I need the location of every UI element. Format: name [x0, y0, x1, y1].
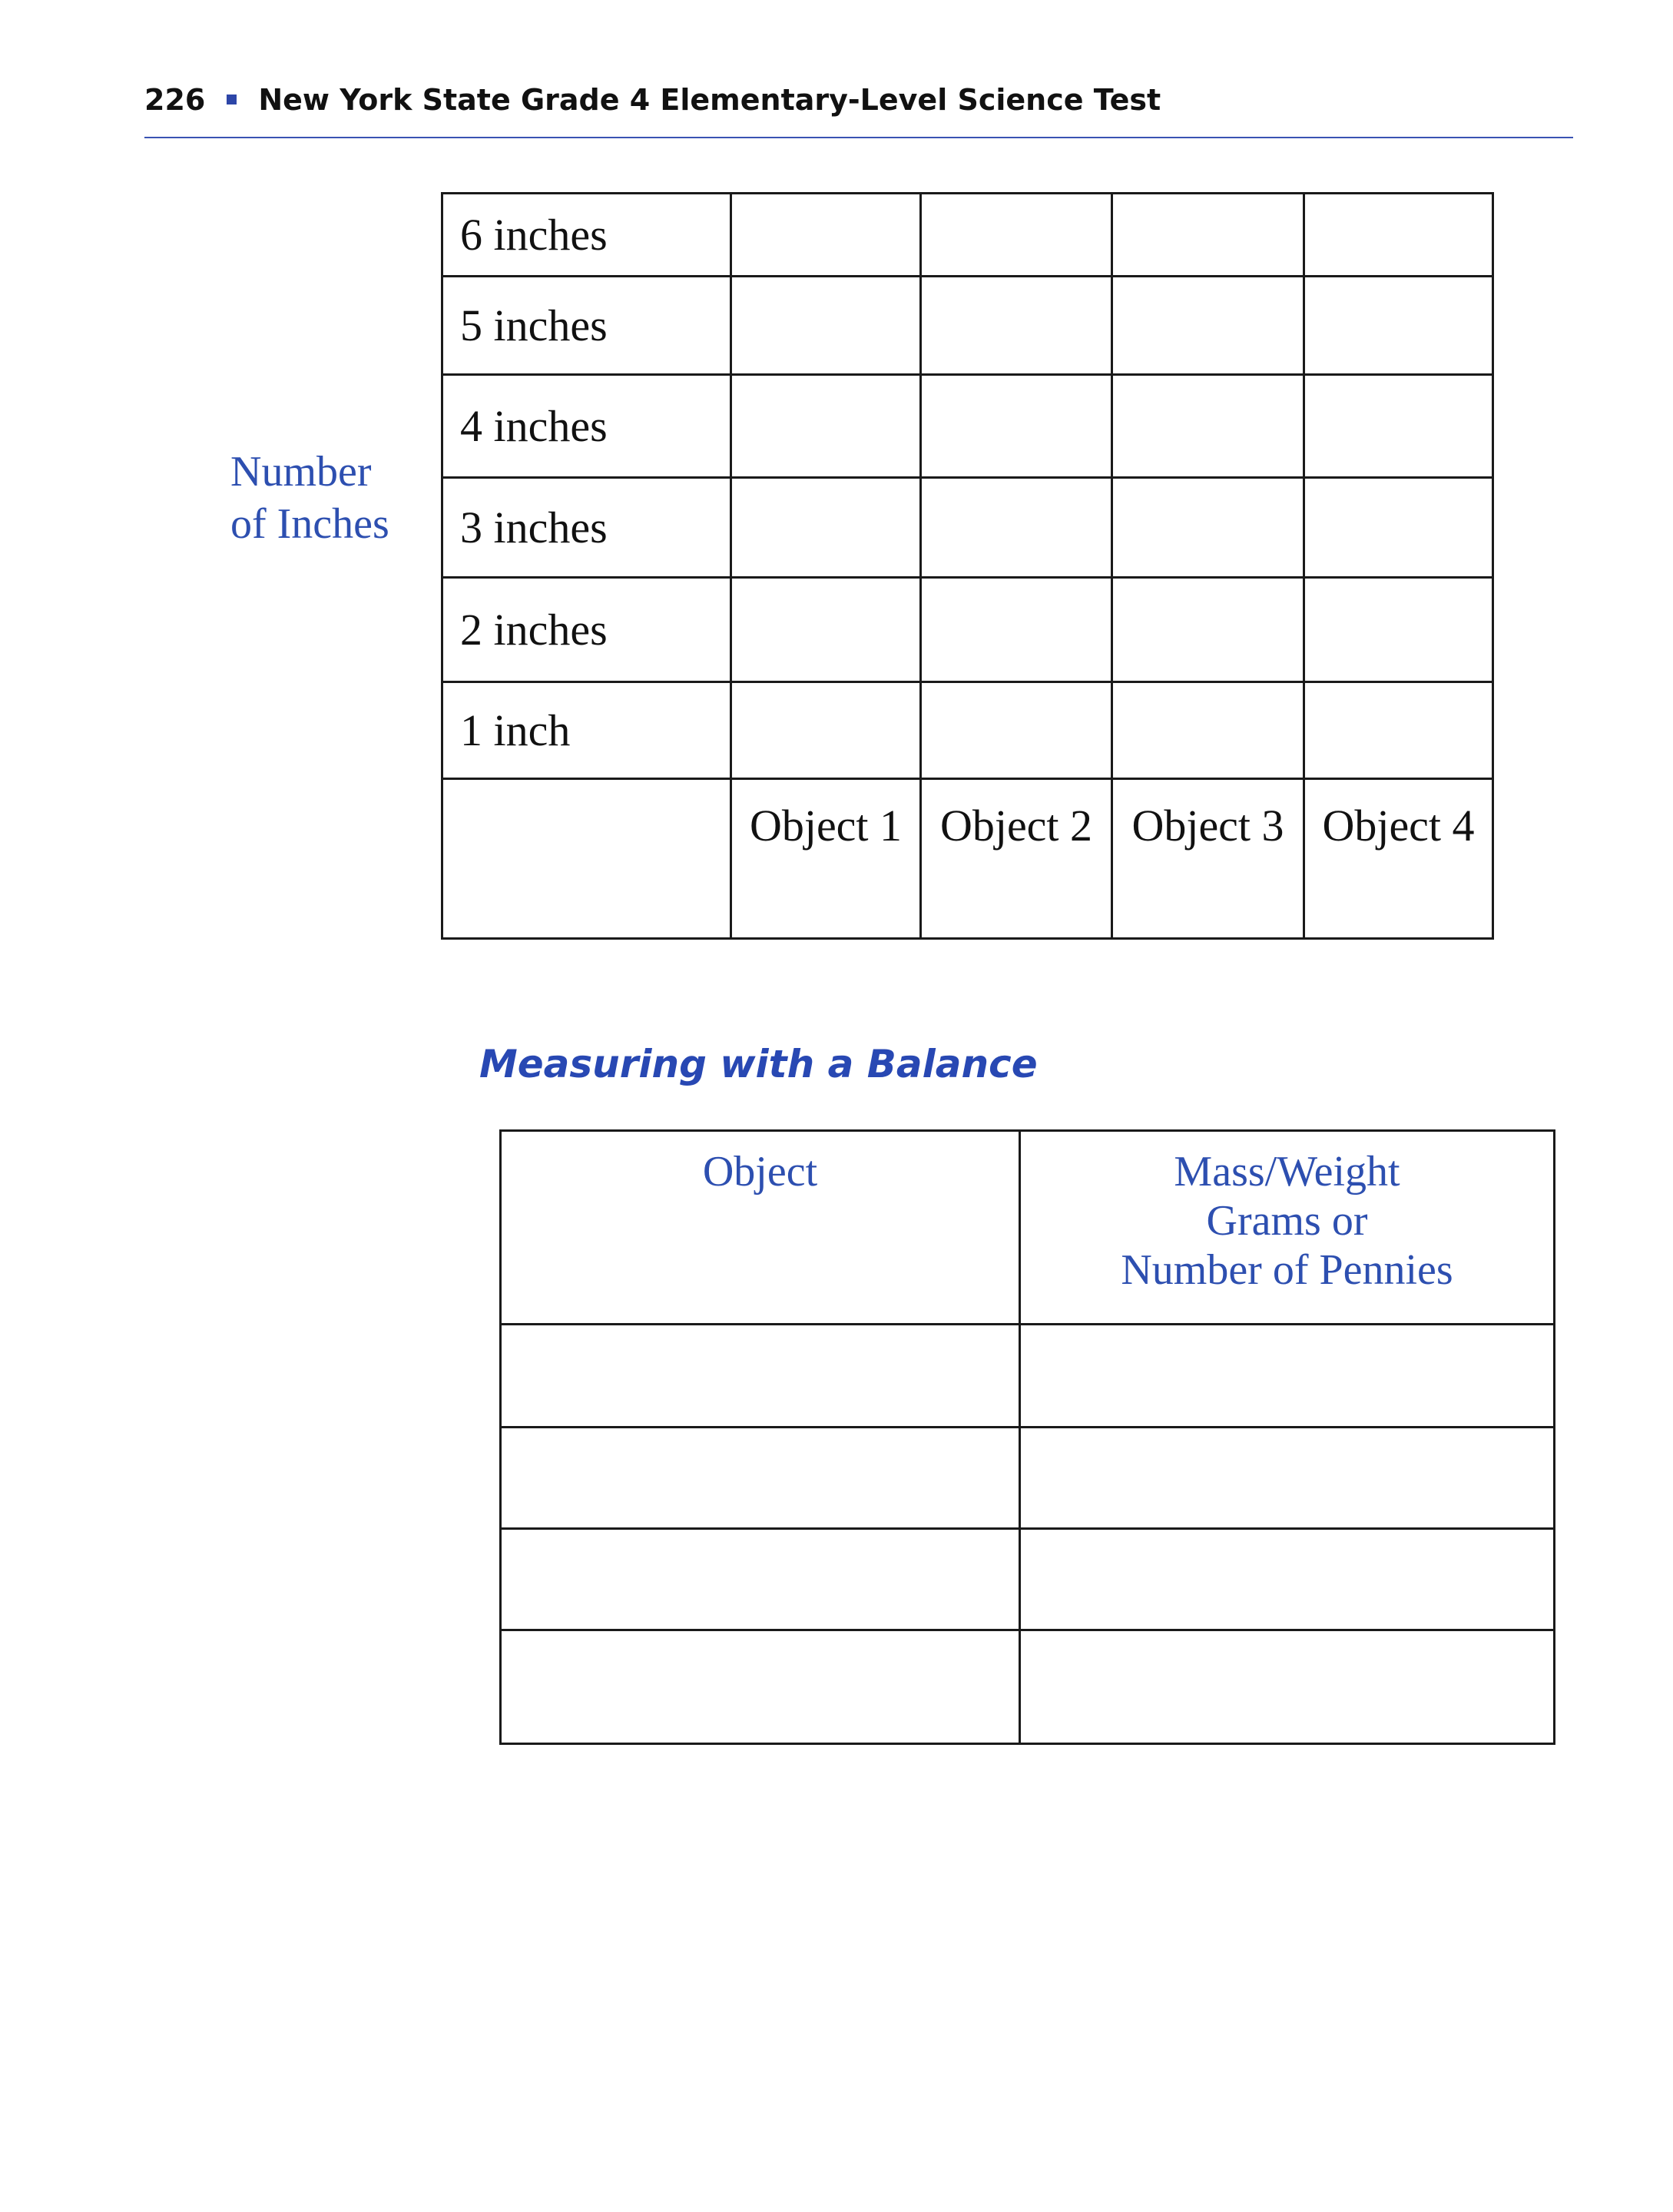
grid-cell[interactable]	[731, 277, 921, 375]
row-label: 3 inches	[442, 478, 731, 578]
grid-cell[interactable]	[731, 375, 921, 478]
object-label-row	[442, 779, 1493, 939]
grid-cell[interactable]	[921, 194, 1112, 277]
balance-row	[501, 1529, 1555, 1630]
grid-cell[interactable]	[1112, 682, 1304, 779]
grid-cell[interactable]	[921, 375, 1112, 478]
object-2-label: Object 2	[921, 779, 1112, 939]
bullet-icon	[227, 95, 237, 104]
object-column-header	[501, 1131, 1020, 1325]
empty-corner-cell	[442, 779, 731, 939]
row-label: 2 inches	[442, 578, 731, 682]
book-title: New York State Grade 4 Elementary-Level Science Test	[258, 83, 1161, 117]
object-header-text: Object	[702, 1148, 818, 1196]
object-entry-cell[interactable]	[501, 1428, 1020, 1529]
grid-cell[interactable]	[921, 682, 1112, 779]
mass-entry-cell[interactable]	[1020, 1428, 1555, 1529]
mass-entry-cell[interactable]	[1020, 1529, 1555, 1630]
balance-row	[501, 1630, 1555, 1744]
grid-cell[interactable]	[1304, 277, 1493, 375]
grid-cell[interactable]	[921, 578, 1112, 682]
balance-row	[501, 1325, 1555, 1428]
row-label: 4 inches	[442, 375, 731, 478]
row-label: 1 inch	[442, 682, 731, 779]
page-number: 226	[144, 83, 206, 117]
grid-row-2	[442, 578, 1493, 682]
grid-cell[interactable]	[921, 277, 1112, 375]
balance-section-title: Measuring with a Balance	[479, 1042, 1038, 1086]
header-rule	[144, 137, 1573, 138]
mass-entry-cell[interactable]	[1020, 1630, 1555, 1744]
object-1-label: Object 1	[731, 779, 921, 939]
object-entry-cell[interactable]	[501, 1529, 1020, 1630]
grid-cell[interactable]	[731, 194, 921, 277]
grid-cell[interactable]	[1112, 194, 1304, 277]
mass-column-header	[1020, 1131, 1555, 1325]
y-axis-label-line1: Number	[230, 448, 372, 496]
balance-row	[501, 1428, 1555, 1529]
grid-cell[interactable]	[1112, 277, 1304, 375]
grid-cell[interactable]	[1112, 375, 1304, 478]
grid-row-3	[442, 478, 1493, 578]
grid-cell[interactable]	[1112, 578, 1304, 682]
grid-cell[interactable]	[1304, 375, 1493, 478]
grid-cell[interactable]	[1304, 578, 1493, 682]
grid-row-6	[442, 194, 1493, 277]
row-label: 5 inches	[442, 277, 731, 375]
grid-row-4	[442, 375, 1493, 478]
balance-table	[499, 1129, 1555, 1745]
grid-cell[interactable]	[731, 578, 921, 682]
grid-cell[interactable]	[1304, 194, 1493, 277]
grid-cell[interactable]	[731, 478, 921, 578]
grid-cell[interactable]	[1112, 478, 1304, 578]
grid-cell[interactable]	[731, 682, 921, 779]
balance-header-row	[501, 1131, 1555, 1325]
object-entry-cell[interactable]	[501, 1325, 1020, 1428]
grid-cell[interactable]	[921, 478, 1112, 578]
grid-cell[interactable]	[1304, 682, 1493, 779]
row-label: 6 inches	[442, 194, 731, 277]
object-4-label: Object 4	[1304, 779, 1493, 939]
page-header	[144, 83, 1573, 138]
y-axis-label-line2: of Inches	[230, 500, 389, 548]
object-entry-cell[interactable]	[501, 1630, 1020, 1744]
y-axis-label	[230, 446, 430, 550]
mass-entry-cell[interactable]	[1020, 1325, 1555, 1428]
inches-measuring-grid	[441, 192, 1494, 940]
grid-row-1	[442, 682, 1493, 779]
mass-header-line1: Mass/Weight	[1174, 1148, 1400, 1196]
grid-cell[interactable]	[1304, 478, 1493, 578]
mass-header-line2: Grams or	[1206, 1197, 1368, 1245]
mass-header-line3: Number of Pennies	[1121, 1246, 1453, 1294]
grid-row-5	[442, 277, 1493, 375]
object-3-label: Object 3	[1112, 779, 1304, 939]
